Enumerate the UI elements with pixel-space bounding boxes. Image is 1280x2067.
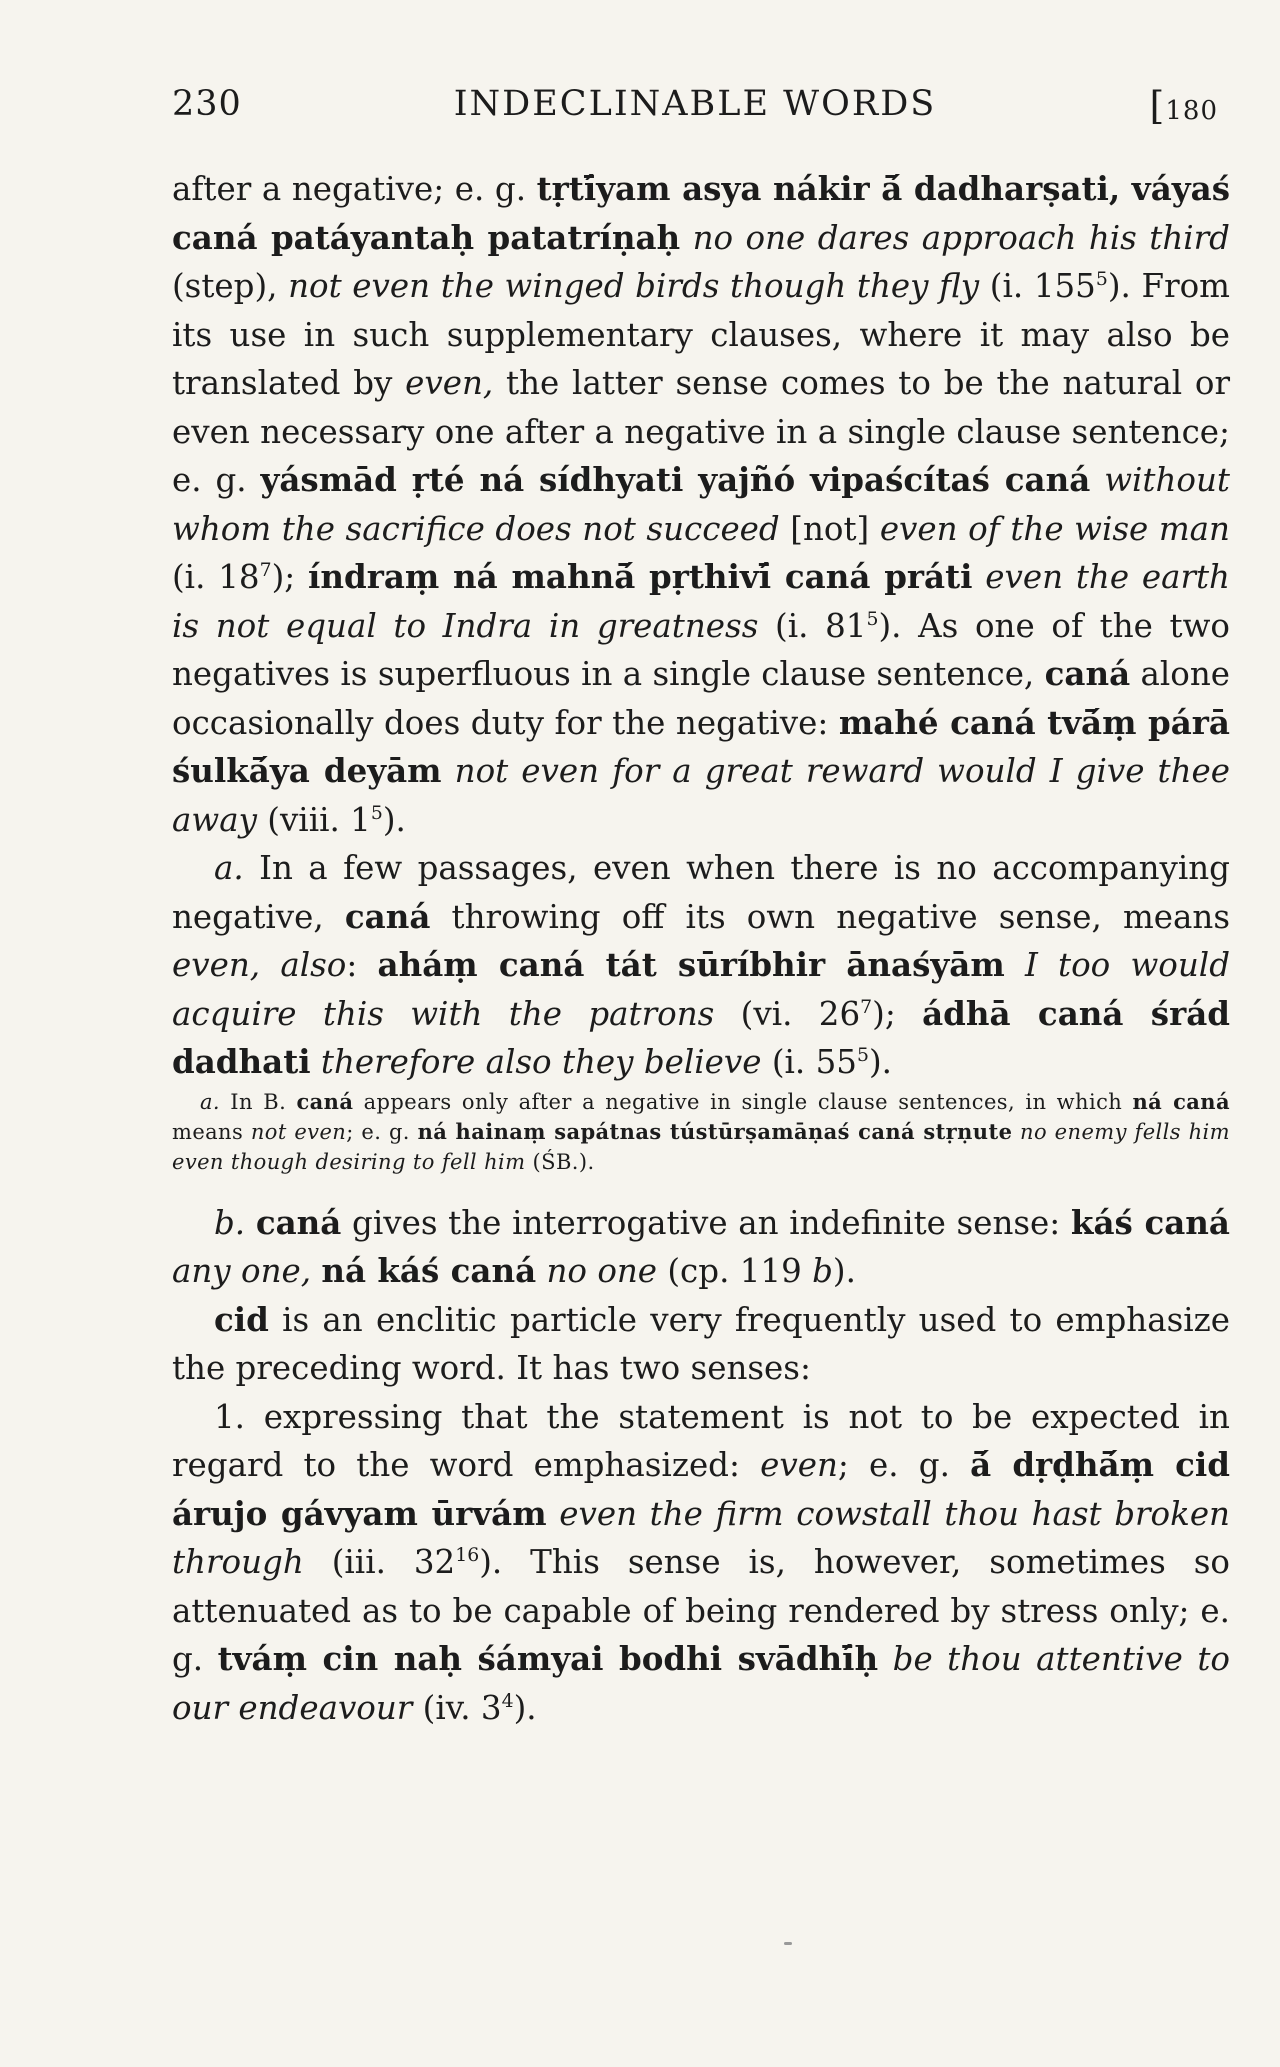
sanskrit-text: ná hainaṃ sapátnas tústūrṣamāṇaś caná stṛṇute: [417, 1118, 1013, 1144]
sanskrit-text: aháṃ caná tát sūríbhir ānaśyām: [377, 945, 1005, 984]
text-run: [1012, 1120, 1020, 1144]
text-run: ). This sense is, however, sometimes so attenuated as to be capable of being rendered by stress only; e. g.: [172, 1543, 1230, 1678]
text-run: ). From its use in such supplementary clauses, where it may also be translated by: [172, 267, 1230, 402]
text-run: (i. 81: [758, 606, 867, 645]
text-run: ).: [513, 1688, 537, 1727]
translation-text: even: [760, 1446, 838, 1484]
sanskrit-text: caná: [296, 1088, 354, 1114]
text-run: (i. 155: [979, 267, 1096, 305]
paragraph: [172, 165, 1230, 844]
text-run: appears only after a negative in single clause sentences, in which: [353, 1089, 1133, 1114]
text-run: [536, 1252, 546, 1290]
text-run: [442, 752, 455, 790]
verse-superscript: 4: [501, 1690, 514, 1712]
text-run: (cp. 119: [657, 1252, 813, 1290]
translation-text: not even for a great reward would I give thee away: [172, 752, 1230, 839]
translation-text: b.: [214, 1203, 246, 1242]
paragraph: [172, 1199, 1230, 1296]
text-run: [1005, 946, 1025, 984]
text-run: after a negative; e. g.: [172, 170, 537, 208]
paragraph: [172, 844, 1230, 1087]
sanskrit-text: tváṃ cin naḥ śámyai bodhi svādhī́ḥ: [217, 1639, 879, 1678]
sanskrit-text: cid: [214, 1299, 269, 1339]
sanskrit-text: mahé caná tvā́ṃ párā śulkā́ya deyām: [172, 702, 1230, 790]
translation-text: no one dares approach his third: [692, 218, 1230, 257]
translation-text: no one: [546, 1252, 658, 1290]
translation-text: no enemy fells him even though desiring to fell him: [172, 1119, 1230, 1174]
translation-text: a.: [214, 849, 244, 887]
text-run: :: [346, 946, 378, 984]
translation-text: even,: [405, 364, 494, 402]
sanskrit-text: ā́ dṛḍhā́ṃ cid árujo gávyam ūrvám: [172, 1445, 1230, 1533]
text-run: means: [172, 1119, 251, 1144]
text-run: [878, 1640, 893, 1678]
text-run: (iv. 3: [412, 1688, 502, 1727]
text-run: );: [271, 558, 308, 596]
text-run: In B.: [220, 1089, 297, 1114]
verse-superscript: 7: [860, 996, 873, 1018]
translation-text: not even: [250, 1119, 347, 1144]
text-run: ).: [382, 800, 406, 839]
translation-text: even, also: [172, 946, 347, 984]
translation-text: even the earth is not equal to Indra in greatness: [172, 558, 1230, 645]
text-run: the latter sense comes to be the natural or even necessary one after a negative in a single clause sentence; e. g.: [172, 364, 1230, 499]
text-run: (vi. 26: [714, 994, 861, 1033]
page-body: [172, 165, 1230, 1732]
text-run: );: [872, 994, 923, 1033]
paragraph: [172, 1296, 1230, 1393]
sanskrit-text: caná: [344, 896, 431, 936]
sanskrit-text: tṛtī́yam asya nákir ā́ dadharṣati, váyaś caná patáyantaḥ patatríṇaḥ: [172, 169, 1230, 257]
translation-text: I too would acquire this with the patrons: [172, 946, 1230, 1033]
page-number: 230: [172, 84, 242, 124]
text-run: (i. 18: [172, 558, 260, 596]
small-print-note: [172, 1087, 1230, 1177]
sanskrit-text: caná: [1044, 654, 1131, 693]
text-run: ).: [832, 1252, 856, 1290]
running-header: [172, 84, 1218, 134]
text-run: [547, 1495, 560, 1533]
translation-text: any one,: [172, 1252, 312, 1290]
text-run: gives the interrogative an indefinite sense:: [341, 1203, 1071, 1242]
text-run: (viii. 1: [256, 800, 371, 839]
text-run: is an enclitic particle very frequently used to emphasize the preceding word. It has two senses:: [172, 1300, 1230, 1387]
paper-speck: [784, 1942, 792, 1945]
text-run: In a few passages, even when there is no accompanying negative,: [172, 849, 1230, 936]
text-run: ).: [868, 1043, 892, 1081]
translation-text: a.: [200, 1089, 220, 1114]
text-run: [not]: [779, 509, 880, 548]
verse-superscript: 5: [856, 1045, 869, 1067]
translation-text: therefore also they believe: [320, 1043, 762, 1081]
verse-superscript: 5: [370, 802, 383, 824]
sanskrit-text: ádhā caná śrád dadhati: [172, 993, 1230, 1081]
sanskrit-text: ná caná: [1132, 1088, 1230, 1114]
verse-superscript: 7: [259, 560, 272, 582]
text-run: (iii. 32: [303, 1543, 456, 1581]
sanskrit-text: káś caná: [1070, 1202, 1230, 1242]
sanskrit-text: ná káś caná: [321, 1251, 537, 1290]
translation-text: not even the winged birds though they fly: [288, 267, 980, 305]
translation-text: even of the wise man: [879, 509, 1230, 548]
text-run: (i. 55: [761, 1043, 857, 1081]
text-run: (ŚB.).: [525, 1149, 595, 1174]
verse-superscript: 5: [1095, 269, 1108, 291]
sanskrit-text: yásmād ṛté ná sídhyati yajñó vipaścítaś caná: [260, 460, 1091, 499]
text-run: [311, 1252, 321, 1290]
text-run: 1. expressing that the statement is not to be expected in regard to the word emphasized:: [172, 1397, 1230, 1484]
text-run: throwing off its own negative sense, means: [430, 897, 1230, 936]
text-run: alone occasionally does duty for the negative:: [172, 655, 1230, 742]
verse-superscript: 5: [866, 608, 879, 630]
text-run: [1090, 461, 1104, 499]
text-run: [245, 1204, 256, 1242]
translation-text: without whom the sacrifice does not succeed: [172, 461, 1230, 548]
verse-superscript: 16: [455, 1545, 480, 1567]
text-run: [311, 1043, 321, 1081]
paragraph: [172, 1393, 1230, 1733]
sanskrit-text: índraṃ ná mahnā́ pṛthivī́ caná práti: [308, 557, 973, 596]
sanskrit-text: caná: [255, 1202, 342, 1242]
page-title: INDECLINABLE WORDS: [453, 84, 937, 124]
translation-text: b: [812, 1252, 833, 1290]
text-run: [972, 558, 985, 596]
text-run: ). As one of the two negatives is superfluous in a single clause sentence,: [172, 606, 1231, 693]
text-run: [680, 219, 692, 257]
section-number: [180: [1149, 84, 1218, 128]
text-run: (step),: [172, 267, 289, 305]
text-run: ; e. g.: [837, 1446, 971, 1484]
text-run: ; e. g.: [346, 1119, 418, 1144]
translation-text: even the firm cowstall thou hast broken through: [172, 1494, 1230, 1581]
translation-text: be thou attentive to our endeavour: [172, 1640, 1231, 1727]
